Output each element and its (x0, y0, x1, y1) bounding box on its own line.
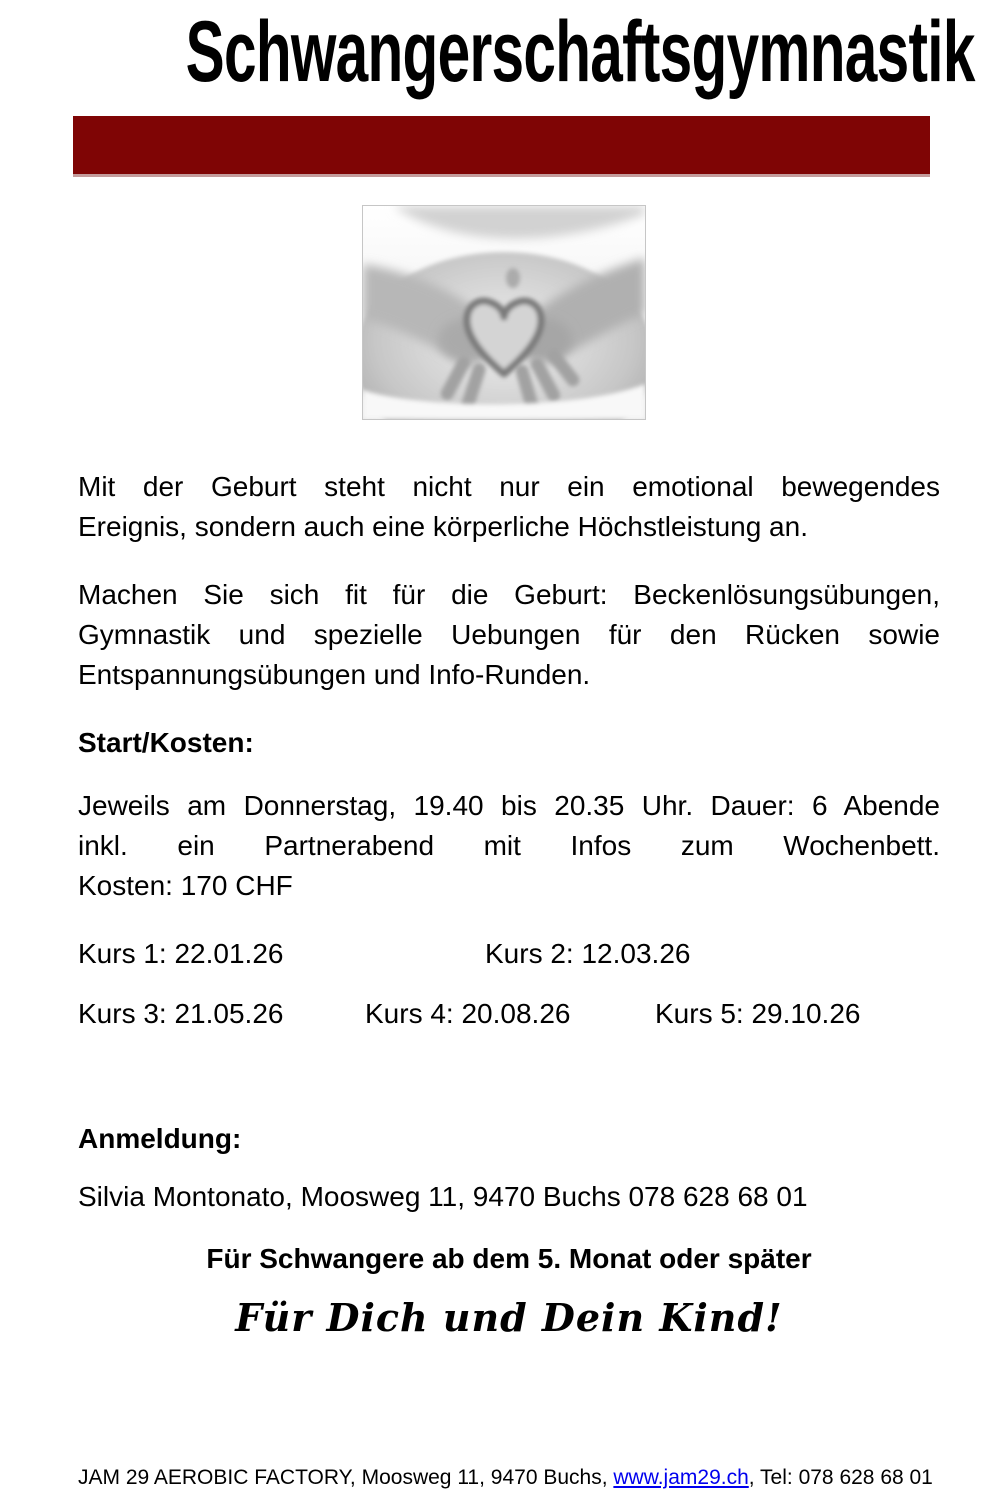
course-dates-row-1 (78, 934, 940, 974)
course-kurs5: Kurs 5: 29.10.26 (655, 998, 861, 1029)
start-kosten-line1: Jeweils am Donnerstag, 19.40 bis 20.35 Uhr. Dauer: 6 Abende (78, 790, 940, 821)
page-title (0, 6, 1008, 98)
course-kurs1: Kurs 1: 22.01.26 (78, 938, 284, 969)
intro-p2-line3: Entspannungsübungen und Info-Runden. (78, 659, 591, 690)
website-link[interactable]: www.jam29.ch (613, 1466, 749, 1489)
flyer-body (78, 467, 940, 1493)
start-kosten-line2: inkl. ein Partnerabend mit Infos zum Wochenbett. (78, 830, 940, 861)
course-dates-row-2 (78, 994, 940, 1034)
course-kurs4: Kurs 4: 20.08.26 (365, 998, 571, 1029)
course-kurs2: Kurs 2: 12.03.26 (485, 938, 691, 969)
intro-p1-line1: Mit der Geburt steht nicht nur ein emotional bewegendes (78, 471, 940, 502)
pregnant-belly-heart-photo (362, 205, 646, 420)
anmeldung-contact: Silvia Montonato, Moosweg 11, 9470 Buchs 078 628 68 01 (78, 1181, 808, 1212)
anmeldung-heading: Anmeldung: (78, 1123, 242, 1154)
intro-p2-line2: Gymnastik und spezielle Uebungen für den Rücken sowie (78, 619, 940, 650)
page-title-text: Schwangerschaftsgymnastik (185, 4, 975, 100)
eligibility-note: Für Schwangere ab dem 5. Monat oder später (206, 1243, 812, 1274)
intro-p2-line1: Machen Sie sich fit für die Geburt: Beckenlösungsübungen, (78, 579, 940, 610)
course-kurs3: Kurs 3: 21.05.26 (78, 998, 284, 1029)
start-kosten-heading: Start/Kosten: (78, 727, 254, 758)
intro-p1-line2: Ereignis, sondern auch eine körperliche Höchstleistung an. (78, 511, 808, 542)
red-divider-bar (73, 116, 930, 177)
footer-text-after-link: , Tel: 078 628 68 01 (748, 1466, 933, 1489)
start-kosten-line3: Kosten: 170 CHF (78, 870, 293, 901)
belly-photo-illustration (363, 206, 645, 419)
tagline-script: Für Dich und Dein Kind! (235, 1295, 783, 1340)
footer (78, 1463, 940, 1493)
footer-text-before-link: JAM 29 AEROBIC FACTORY, Moosweg 11, 9470 Buchs, (78, 1466, 614, 1489)
